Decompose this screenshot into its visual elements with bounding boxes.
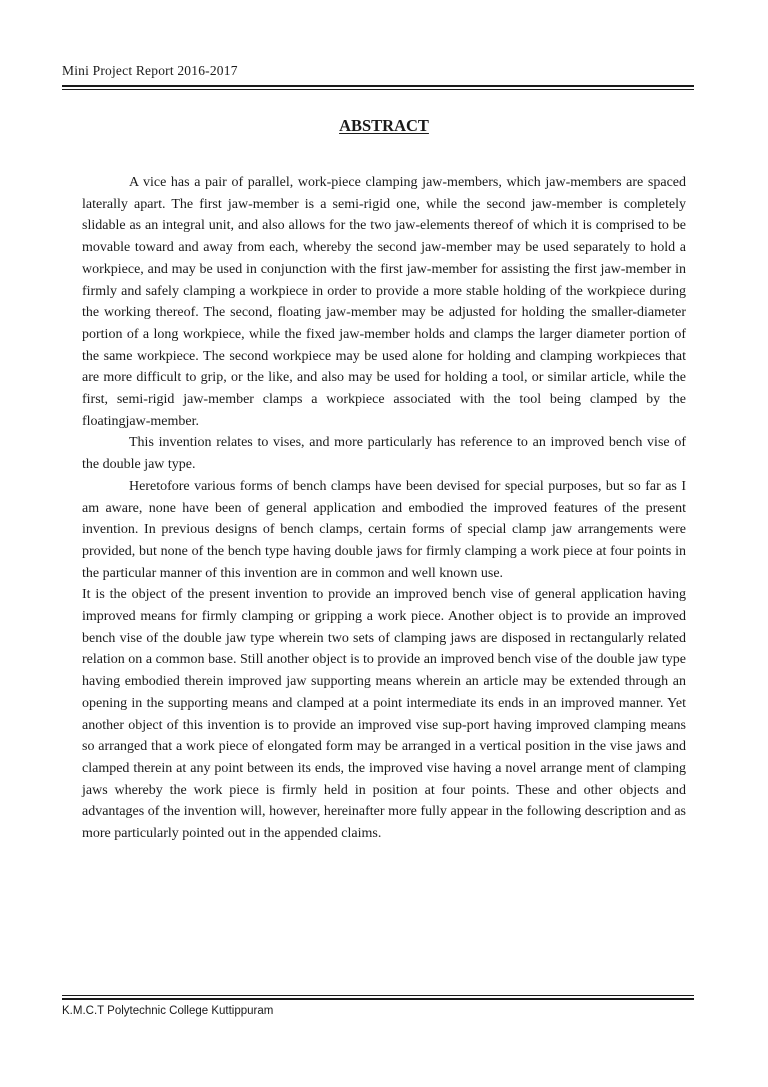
page-footer: K.M.C.T Polytechnic College Kuttippuram [62, 1005, 274, 1017]
page-header: Mini Project Report 2016-2017 [62, 63, 238, 78]
header-rule [62, 85, 694, 87]
footer-rule-thin [62, 995, 694, 996]
footer-rule [62, 998, 694, 1000]
abstract-heading: ABSTRACT [339, 116, 429, 135]
paragraph-objects: It is the object of the present invention to provide an improved bench vise of general application having improved means for firmly clamping or gripping a work piece. Another object is to provide an improved bench vise of the double jaw type wherein two sets of clamping jaws are disposed in rectangularly related relation on a common base. Still another object is to provide an improved bench vise of the double jaw type having embodied therein improved jaw supporting means wherein an article may be extended through an opening in the supporting means and clamped at a point intermediate its ends in an improved manner. Yet another object of this invention is to provide an improved vise sup-port having improved clamping means so arranged that a work piece of elongated form may be arranged in a vertical position in the vise jaws and clamped therein at any point between its ends, the improved vise having a novel arrange ment of clamping jaws whereby the work piece is firmly held in position at four points. These and other objects and advantages of the invention will, however, hereinafter more fully appear in the following description and as more particularly pointed out in the appended claims. [82, 587, 686, 842]
paragraph-prior-art: Heretofore various forms of bench clamps have been devised for special purposes, but so far as I am aware, none have been of general application and embodied the improved features of the present invention. In previous designs of bench clamps, certain forms of special clamp jaw arrangements were provided, but none of the bench type having double jaws for firmly clamping a work piece at four points in the particular manner of this invention are in common and well known use. [82, 478, 686, 581]
header-rule-thin [62, 89, 694, 90]
paragraph-invention-relates: This invention relates to vises, and more particularly has reference to an improved bench vise of the double jaw type. [82, 435, 686, 473]
paragraph-vice-description: A vice has a pair of parallel, work-piece clamping jaw-members, which jaw-members are spaced laterally apart. The first jaw-member is a semi-rigid one, while the second jaw-member is completely slidable as an integral unit, and also allows for the two jaw-elements thereof of which it is comprised to be movable toward and away from each, whereby the second jaw-member may be used separately to hold a workpiece, and may be used in conjunction with the first jaw-member for assisting the first jaw-member in firmly and safely clamping a workpiece in order to provide a more stable holding of the workpiece during the working thereof. The second, floating jaw-member may be adjusted for holding the smaller-diameter portion of a long workpiece, while the fixed jaw-member holds and clamps the larger diameter portion of the same workpiece. The second workpiece may be used alone for holding and clamping workpieces that are more difficult to grip, or the like, and also may be used for holding a tool, or similar article, while the first, semi-rigid jaw-member clamps a workpiece associated with the tool being clamped by the floatingjaw-member. [82, 175, 686, 429]
abstract-body [82, 172, 686, 845]
